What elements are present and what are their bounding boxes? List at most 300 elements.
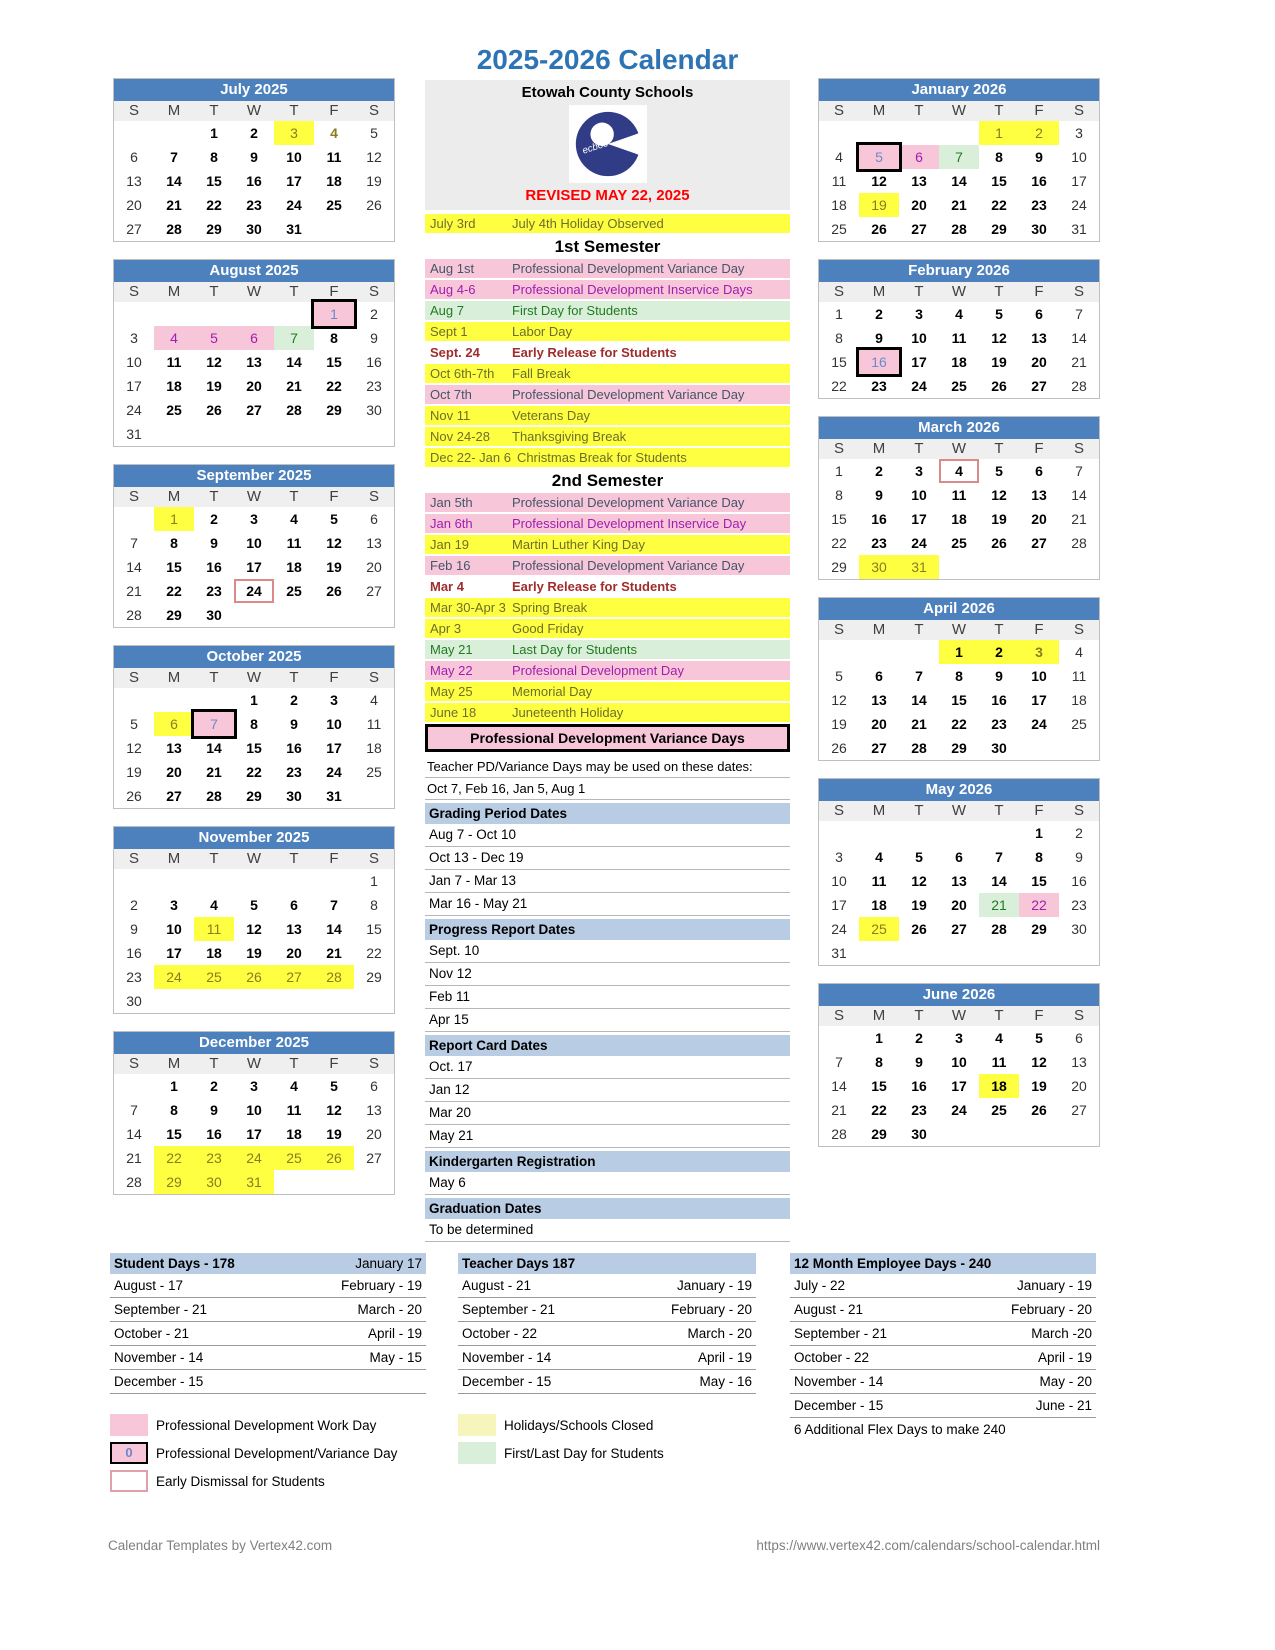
month-title: August 2025	[114, 260, 394, 282]
day-cell: 13	[246, 354, 262, 370]
month-title: May 2026	[819, 779, 1099, 801]
day-cell: 18	[951, 354, 967, 370]
weekday-label: T	[209, 283, 219, 300]
day-cell	[234, 989, 274, 1013]
zero-swatch-icon: 0	[110, 1442, 148, 1464]
day-cell: 28	[314, 965, 354, 989]
calendar-september-2025	[113, 464, 395, 628]
day-cell: 15	[166, 1126, 182, 1142]
table-cell-left: August - 17	[114, 1278, 184, 1293]
event-date: Oct 6th-7th	[430, 366, 495, 381]
day-cell: 3	[915, 306, 923, 322]
weekday-label: F	[329, 1055, 339, 1072]
event-date: Aug 7	[430, 303, 464, 318]
weekday-label: F	[1034, 102, 1044, 119]
day-cell: 20	[366, 1126, 382, 1142]
day-cell	[114, 869, 154, 893]
day-cell: 5	[835, 668, 843, 684]
day-cell: 14	[326, 921, 342, 937]
day-cell: 5	[250, 897, 258, 913]
event-label: Last Day for Students	[512, 642, 638, 657]
weekday-label: S	[1073, 440, 1084, 457]
event-row	[425, 514, 790, 533]
table-cell-left: December - 15	[794, 1398, 884, 1413]
calendar-december-2025	[113, 1031, 395, 1195]
day-cell: 11	[166, 354, 182, 370]
event-row	[425, 343, 790, 362]
table-cell-right: March - 20	[357, 1302, 422, 1317]
legend-label: Early Dismissal for Students	[156, 1473, 325, 1489]
calendar-november-2025	[113, 826, 395, 1014]
day-cell: 4	[210, 897, 218, 913]
day-cell: 8	[995, 149, 1003, 165]
day-cell: 31	[326, 788, 342, 804]
day-cell	[1059, 941, 1099, 965]
day-cell: 8	[955, 668, 963, 684]
weekday-label: S	[368, 283, 379, 300]
event-label: Profesional Development Day	[512, 663, 684, 678]
day-cell: 12	[991, 487, 1007, 503]
weekday-label: S	[128, 669, 139, 686]
table-row	[790, 1322, 1096, 1346]
day-cell: 16	[911, 1078, 927, 1094]
day-cell: 5	[995, 306, 1003, 322]
day-cell: 25	[951, 378, 967, 394]
day-cell: 12	[206, 354, 222, 370]
event-date: Oct 7th	[430, 387, 472, 402]
day-cell: 13	[911, 173, 927, 189]
month-grid	[114, 302, 394, 446]
revised-note: REVISED MAY 22, 2025	[525, 187, 690, 204]
day-cell: 22	[326, 378, 342, 394]
day-cell: 6	[1035, 306, 1043, 322]
day-cell	[1059, 736, 1099, 760]
svg-text:ecboe: ecboe	[580, 137, 610, 157]
day-cell: 13	[1071, 1054, 1087, 1070]
yellow-swatch-icon	[458, 1414, 496, 1436]
day-cell: 27	[246, 402, 262, 418]
green-swatch-icon	[458, 1442, 496, 1464]
table-cell-left: October - 22	[794, 1350, 870, 1365]
day-cell: 17	[1071, 173, 1087, 189]
day-cell: 17	[951, 1078, 967, 1094]
day-cell	[899, 941, 939, 965]
event-row	[425, 682, 790, 701]
weekday-label: F	[329, 488, 339, 505]
day-cell: 23	[194, 1146, 234, 1170]
day-cell: 20	[951, 897, 967, 913]
day-cell: 5	[194, 326, 234, 350]
day-cell: 2	[210, 1078, 218, 1094]
day-cell	[194, 989, 234, 1013]
event-date: May 21	[430, 642, 473, 657]
day-cell: 19	[831, 716, 847, 732]
weekday-label: S	[1073, 283, 1084, 300]
day-cell	[354, 989, 394, 1013]
day-cell: 11	[951, 487, 967, 503]
table-cell-left: October - 22	[462, 1326, 538, 1341]
event-row	[425, 640, 790, 659]
page-title: 2025-2026 Calendar	[476, 44, 739, 75]
day-cell: 14	[166, 173, 182, 189]
table-cell-left: November - 14	[794, 1374, 884, 1389]
day-cell	[354, 603, 394, 627]
day-cell: 27	[911, 221, 927, 237]
day-cell: 1	[835, 463, 843, 479]
weekday-label: W	[246, 669, 262, 686]
day-cell: 30	[991, 740, 1007, 756]
calendar-october-2025	[113, 645, 395, 809]
table-row	[110, 1274, 426, 1298]
day-cell: 15	[246, 740, 262, 756]
day-cell	[194, 422, 234, 446]
day-cell	[274, 869, 314, 893]
table-row	[458, 1298, 756, 1322]
legend-item	[458, 1413, 790, 1437]
legend-label: Professional Development Work Day	[156, 1417, 377, 1433]
day-cell: 19	[366, 173, 382, 189]
month-title: October 2025	[114, 646, 394, 668]
day-cell	[354, 784, 394, 808]
legend-item	[458, 1441, 790, 1465]
day-cell: 22	[871, 1102, 887, 1118]
weekday-label: S	[368, 488, 379, 505]
day-cell: 16	[286, 740, 302, 756]
pink-swatch-icon	[110, 1414, 148, 1436]
day-cell: 9	[1075, 849, 1083, 865]
day-cell: 2	[290, 692, 298, 708]
day-cell: 31	[126, 426, 142, 442]
weekday-label: M	[167, 283, 181, 300]
day-cell: 26	[911, 921, 927, 937]
day-cell: 25	[859, 917, 899, 941]
day-cell: 27	[126, 221, 142, 237]
day-cell: 5	[915, 849, 923, 865]
day-cell: 28	[126, 1174, 142, 1190]
event-row	[425, 598, 790, 617]
day-cell	[274, 302, 314, 326]
day-cell: 19	[911, 897, 927, 913]
table-row	[110, 1298, 426, 1322]
day-cell: 23	[366, 378, 382, 394]
school-name: Etowah County Schools	[521, 84, 694, 101]
day-cell: 10	[246, 1102, 262, 1118]
event-row	[425, 406, 790, 425]
day-cell: 25	[286, 583, 302, 599]
section-row: Jan 12	[425, 1079, 790, 1102]
day-cell: 26	[871, 221, 887, 237]
day-cell: 14	[951, 173, 967, 189]
day-cell: 14	[831, 1078, 847, 1094]
table-header	[110, 1253, 426, 1274]
day-cell	[939, 121, 979, 145]
weekday-label: T	[289, 488, 299, 505]
day-cell: 27	[1071, 1102, 1087, 1118]
event-label: Spring Break	[512, 600, 588, 615]
weekday-label: F	[1034, 1007, 1044, 1024]
section-header-progress-report-dates: Progress Report Dates	[425, 919, 790, 940]
event-row	[425, 448, 790, 467]
day-cell: 26	[991, 535, 1007, 551]
legend-label: Holidays/Schools Closed	[504, 1417, 654, 1433]
day-cell: 4	[1075, 644, 1083, 660]
event-row	[425, 259, 790, 278]
day-cell: 22	[154, 1146, 194, 1170]
day-cell: 2	[979, 640, 1019, 664]
day-cell: 17	[126, 378, 142, 394]
day-cell: 5	[1035, 1030, 1043, 1046]
table-title: Student Days - 178	[114, 1256, 235, 1271]
day-cell: 16	[206, 559, 222, 575]
day-cell: 9	[130, 921, 138, 937]
day-cell: 18	[951, 511, 967, 527]
footer-credit: Calendar Templates by Vertex42.com	[108, 1538, 333, 1553]
day-cell	[154, 989, 194, 1013]
month-title: February 2026	[819, 260, 1099, 282]
day-cell	[819, 821, 859, 845]
day-cell: 24	[286, 197, 302, 213]
table-cell-left: July - 22	[794, 1278, 846, 1293]
section-row: Nov 12	[425, 963, 790, 986]
day-cell: 3	[170, 897, 178, 913]
table-row	[790, 1370, 1096, 1394]
event-row	[425, 280, 790, 299]
day-cell	[819, 640, 859, 664]
day-cell: 23	[991, 716, 1007, 732]
event-date: Jan 6th	[430, 516, 473, 531]
day-cell: 15	[366, 921, 382, 937]
date-sections	[425, 803, 790, 1242]
table-row	[790, 1394, 1096, 1418]
day-cell: 10	[831, 873, 847, 889]
weekday-header-row	[819, 439, 1099, 459]
day-cell: 25	[366, 764, 382, 780]
calendar-april-2026	[818, 597, 1100, 761]
day-cell: 14	[206, 740, 222, 756]
section-row: Sept. 10	[425, 940, 790, 963]
day-cell: 28	[951, 221, 967, 237]
day-cell: 23	[1031, 197, 1047, 213]
weekday-label: T	[289, 850, 299, 867]
day-cell: 26	[1031, 1102, 1047, 1118]
table-cell-right: April - 19	[697, 1350, 752, 1365]
weekday-label: S	[833, 283, 844, 300]
day-cell: 21	[326, 945, 342, 961]
event-label: Professional Development Inservice Day	[512, 516, 747, 531]
event-date: June 18	[430, 705, 477, 720]
day-cell: 11	[871, 873, 887, 889]
day-cell: 13	[871, 692, 887, 708]
day-cell: 17	[286, 173, 302, 189]
day-cell: 1	[170, 1078, 178, 1094]
day-cell: 19	[326, 1126, 342, 1142]
day-cell: 2	[1019, 121, 1059, 145]
day-cell: 20	[166, 764, 182, 780]
day-cell: 12	[1031, 1054, 1047, 1070]
weekday-label: T	[914, 1007, 924, 1024]
day-cell	[154, 869, 194, 893]
event-label: Professional Development Variance Day	[512, 387, 745, 402]
day-cell: 29	[326, 402, 342, 418]
event-label: Veterans Day	[512, 408, 591, 423]
day-cell: 25	[166, 402, 182, 418]
legend-label: First/Last Day for Students	[504, 1445, 664, 1461]
day-cell: 17	[246, 1126, 262, 1142]
event-label: Good Friday	[512, 621, 584, 636]
day-cell: 4	[330, 125, 338, 141]
day-cell: 8	[1035, 849, 1043, 865]
day-cell: 7	[274, 326, 314, 350]
day-cell: 27	[166, 788, 182, 804]
day-cell: 4	[290, 511, 298, 527]
day-cell: 11	[951, 330, 967, 346]
day-cell	[194, 869, 234, 893]
day-cell	[234, 603, 274, 627]
day-cell: 17	[246, 559, 262, 575]
day-cell	[819, 1026, 859, 1050]
day-cell: 29	[154, 1170, 194, 1194]
section-header-report-card-dates: Report Card Dates	[425, 1035, 790, 1056]
section-row: Apr 15	[425, 1009, 790, 1032]
day-cell: 29	[831, 559, 847, 575]
weekday-label: S	[368, 102, 379, 119]
day-cell: 16	[1071, 873, 1087, 889]
day-cell: 18	[206, 945, 222, 961]
day-cell: 31	[899, 555, 939, 579]
day-cell: 22	[831, 378, 847, 394]
weekday-label: S	[833, 102, 844, 119]
day-cell: 2	[210, 511, 218, 527]
day-cell: 29	[166, 607, 182, 623]
day-cell	[859, 941, 899, 965]
day-cell: 19	[126, 764, 142, 780]
legend-item	[110, 1469, 458, 1493]
section-row: Aug 7 - Oct 10	[425, 824, 790, 847]
day-cell: 18	[871, 897, 887, 913]
day-cell	[154, 302, 194, 326]
day-cell: 8	[835, 487, 843, 503]
table-cell-right: March - 20	[687, 1326, 752, 1341]
day-cell: 1	[250, 692, 258, 708]
day-cell: 5	[995, 463, 1003, 479]
day-cell: 26	[314, 1146, 354, 1170]
day-cell: 7	[939, 145, 979, 169]
table-row	[458, 1370, 756, 1394]
day-cell: 15	[831, 511, 847, 527]
day-cell: 20	[1031, 354, 1047, 370]
day-cell: 24	[911, 535, 927, 551]
month-grid	[819, 1026, 1099, 1146]
day-cell: 12	[326, 535, 342, 551]
day-cell: 6	[370, 511, 378, 527]
weekday-label: S	[128, 102, 139, 119]
day-cell: 29	[206, 221, 222, 237]
legend-item	[110, 1441, 458, 1465]
day-cell: 31	[234, 1170, 274, 1194]
weekday-label: M	[167, 488, 181, 505]
day-cell: 12	[991, 330, 1007, 346]
event-label: First Day for Students	[512, 303, 638, 318]
day-cell: 17	[831, 897, 847, 913]
day-cell: 15	[951, 692, 967, 708]
day-cell: 15	[871, 1078, 887, 1094]
day-cell: 6	[370, 1078, 378, 1094]
day-cell: 7	[330, 897, 338, 913]
weekday-label: W	[246, 283, 262, 300]
day-cell: 6	[234, 326, 274, 350]
day-cell: 30	[194, 1170, 234, 1194]
day-cell	[114, 121, 154, 145]
day-cell: 15	[166, 559, 182, 575]
weekday-label: T	[914, 802, 924, 819]
day-cell: 26	[234, 965, 274, 989]
day-cell	[979, 1122, 1019, 1146]
day-cell: 23	[286, 764, 302, 780]
day-cell: 27	[1031, 378, 1047, 394]
day-cell: 29	[871, 1126, 887, 1142]
month-grid	[819, 821, 1099, 965]
event-label: July 4th Holiday Observed	[512, 216, 664, 231]
day-cell	[1019, 555, 1059, 579]
day-cell: 9	[250, 149, 258, 165]
day-cell: 27	[871, 740, 887, 756]
day-cell: 30	[366, 402, 382, 418]
day-cell: 14	[286, 354, 302, 370]
weekday-label: T	[914, 621, 924, 638]
day-cell: 10	[286, 149, 302, 165]
semester-heading: 2nd Semester	[551, 471, 664, 490]
day-cell	[114, 688, 154, 712]
table-cell-left: August - 21	[462, 1278, 532, 1293]
event-row	[425, 214, 790, 233]
footer-link[interactable]: https://www.vertex42.com/calendars/school-calendar.html	[756, 1538, 1100, 1553]
day-cell: 3	[915, 463, 923, 479]
day-cell	[979, 821, 1019, 845]
day-cell: 20	[366, 559, 382, 575]
month-grid	[114, 507, 394, 627]
day-cell: 8	[170, 1102, 178, 1118]
event-date: Jan 19	[430, 537, 470, 552]
weekday-label: S	[833, 621, 844, 638]
day-cell: 6	[955, 849, 963, 865]
table-cell-left: August - 21	[794, 1302, 864, 1317]
calendar-june-2026	[818, 983, 1100, 1147]
day-cell: 11	[991, 1054, 1007, 1070]
day-cell: 16	[991, 692, 1007, 708]
weekday-label: S	[833, 802, 844, 819]
month-grid	[114, 1074, 394, 1194]
month-grid	[114, 688, 394, 808]
day-cell: 3	[1075, 125, 1083, 141]
weekday-label: S	[833, 1007, 844, 1024]
day-cell: 8	[370, 897, 378, 913]
day-cell: 19	[206, 378, 222, 394]
month-grid	[114, 121, 394, 241]
calendar-august-2025	[113, 259, 395, 447]
weekday-header-row	[819, 801, 1099, 821]
day-cell: 14	[991, 873, 1007, 889]
day-cell: 7	[995, 849, 1003, 865]
day-cell: 12	[871, 173, 887, 189]
day-cell: 29	[951, 740, 967, 756]
day-cell	[939, 941, 979, 965]
day-cell: 19	[246, 945, 262, 961]
weekday-label: S	[128, 283, 139, 300]
day-cell: 10	[326, 716, 342, 732]
pd-variance-dates: Oct 7, Feb 16, Jan 5, Aug 1	[425, 778, 790, 800]
weekday-header-row	[114, 101, 394, 121]
day-cell: 13	[166, 740, 182, 756]
